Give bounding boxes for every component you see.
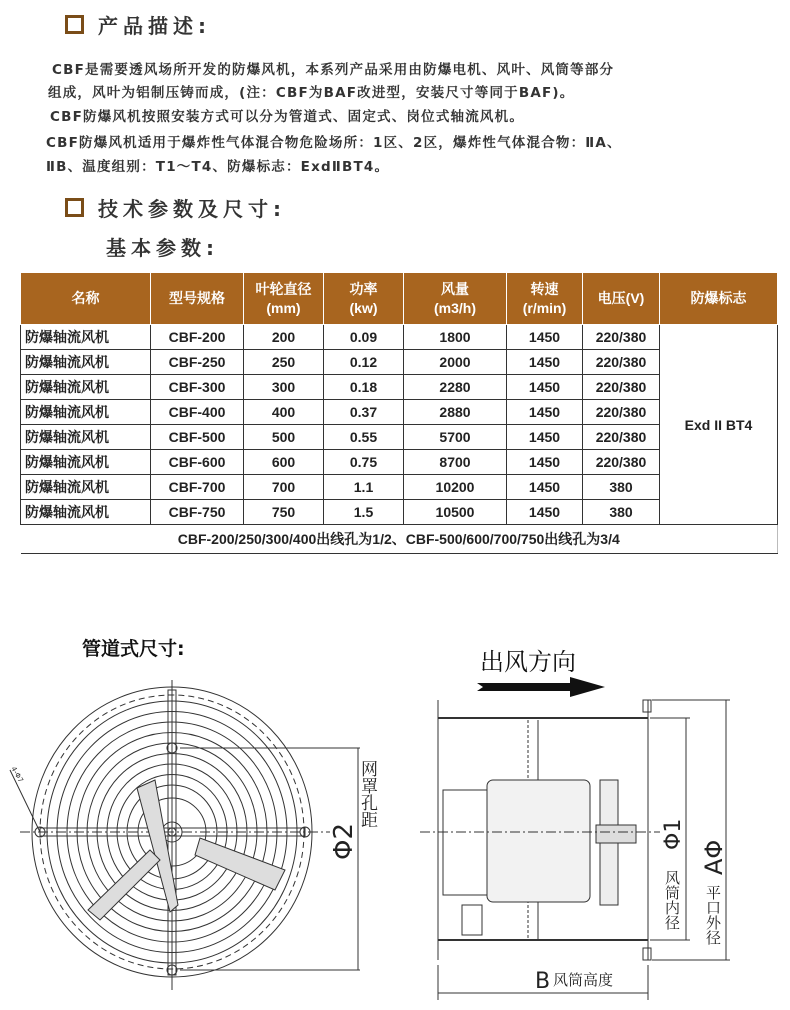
header-label: 型号规格 — [169, 290, 225, 306]
table-cell: 220/380 — [583, 325, 660, 350]
description-line: ⅡB、温度组别：T1～T4、防爆标志：ExdⅡBT4。 — [46, 159, 390, 175]
section-title: 技术参数及尺寸: — [98, 197, 286, 221]
hole-label: 4-Φ7 — [9, 765, 25, 784]
table-cell: 1450 — [507, 350, 583, 375]
header-label: 电压(V) — [597, 290, 645, 306]
table-cell: 220/380 — [583, 400, 660, 425]
table-cell: 0.55 — [324, 425, 404, 450]
header-label: 风量 — [441, 280, 469, 297]
table-cell: 8700 — [404, 450, 507, 475]
header-unit: (r/min) — [522, 299, 567, 316]
table-cell: 300 — [244, 375, 324, 400]
table-cell: CBF-750 — [151, 500, 244, 525]
B-desc: 风筒高度 — [553, 971, 614, 989]
table-cell: 2000 — [404, 350, 507, 375]
header-unit: (kw) — [349, 299, 378, 316]
table-cell: 防爆轴流风机 — [21, 325, 151, 350]
description-line: CBF防爆风机适用于爆炸性气体混合物危险场所：1区、2区，爆炸性气体混合物：ⅡA、 — [46, 135, 622, 151]
header-label: 防爆标志 — [690, 290, 747, 306]
table-cell: 10500 — [404, 500, 507, 525]
table-footer-note: CBF-200/250/300/400出线孔为1/2、CBF-500/600/700/750出线孔为3/4 — [21, 525, 778, 554]
table-cell: 250 — [244, 350, 324, 375]
table-cell: 防爆轴流风机 — [21, 500, 151, 525]
table-cell: 防爆轴流风机 — [21, 475, 151, 500]
table-cell: 700 — [244, 475, 324, 500]
table-cell: 400 — [244, 400, 324, 425]
table-cell: 600 — [244, 450, 324, 475]
B-label: B — [535, 969, 551, 994]
table-cell: 5700 — [404, 425, 507, 450]
table-cell: 0.12 — [324, 350, 404, 375]
explosion-mark-cell: Exd II BT4 — [660, 325, 778, 525]
table-cell: 2280 — [404, 375, 507, 400]
table-cell: 防爆轴流风机 — [21, 400, 151, 425]
table-cell: 1450 — [507, 500, 583, 525]
table-cell: 1450 — [507, 400, 583, 425]
phi1-label: Φ1 — [661, 818, 686, 850]
table-cell: 380 — [583, 475, 660, 500]
table-cell: CBF-400 — [151, 400, 244, 425]
airflow-arrow-icon — [477, 677, 605, 697]
table-cell: 220/380 — [583, 450, 660, 475]
phi1-desc: 风筒内径 — [663, 870, 681, 930]
description-line: CBF防爆风机按照安装方式可以分为管道式、固定式、岗位式轴流风机。 — [50, 109, 525, 125]
table-cell: 500 — [244, 425, 324, 450]
header-label: 名称 — [71, 290, 100, 306]
table-cell: 1.1 — [324, 475, 404, 500]
phiA-desc: 平口外径 — [704, 885, 722, 945]
phiA-label: AΦ — [700, 839, 728, 875]
table-cell: 防爆轴流风机 — [21, 450, 151, 475]
table-cell: 1450 — [507, 375, 583, 400]
table-cell: 1450 — [507, 450, 583, 475]
description-line: CBF是需要透风场所开发的防爆风机，本系列产品采用由防爆电机、风叶、风筒等部分 — [52, 62, 615, 78]
table-cell: CBF-600 — [151, 450, 244, 475]
table-cell: CBF-250 — [151, 350, 244, 375]
table-cell: 1450 — [507, 475, 583, 500]
table-cell: 220/380 — [583, 350, 660, 375]
table-cell: 防爆轴流风机 — [21, 350, 151, 375]
header-unit: (mm) — [266, 299, 301, 316]
table-cell: 0.37 — [324, 400, 404, 425]
diagram-title: 管道式尺寸: — [82, 638, 185, 660]
description-line: 组成，风叶为铝制压铸而成，(注：CBF为BAF改进型，安装尺寸等同于BAF)。 — [48, 85, 575, 101]
table-cell: 380 — [583, 500, 660, 525]
table-cell: 220/380 — [583, 375, 660, 400]
header-label: 功率 — [349, 280, 378, 297]
table-cell: 220/380 — [583, 425, 660, 450]
header-label: 转速 — [530, 280, 559, 297]
table-cell: 750 — [244, 500, 324, 525]
table-cell: CBF-200 — [151, 325, 244, 350]
header-label: 叶轮直径 — [255, 280, 312, 297]
table-cell: 防爆轴流风机 — [21, 375, 151, 400]
header-unit: (m3/h) — [434, 299, 476, 316]
table-cell: CBF-700 — [151, 475, 244, 500]
table-cell: 0.18 — [324, 375, 404, 400]
table-cell: CBF-300 — [151, 375, 244, 400]
table-cell: 200 — [244, 325, 324, 350]
table-cell: 2880 — [404, 400, 507, 425]
table-cell: CBF-500 — [151, 425, 244, 450]
table-cell: 1450 — [507, 325, 583, 350]
fan-front-view — [10, 680, 360, 990]
table-cell: 1800 — [404, 325, 507, 350]
airflow-label: 出风方向 — [480, 648, 576, 676]
table-cell: 0.75 — [324, 450, 404, 475]
table-cell: 0.09 — [324, 325, 404, 350]
table-cell: 防爆轴流风机 — [21, 425, 151, 450]
section-title: 产品描述: — [98, 14, 211, 38]
table-cell: 1.5 — [324, 500, 404, 525]
basic-params-subtitle: 基本参数: — [106, 236, 219, 260]
table-cell: 1450 — [507, 425, 583, 450]
phi2-desc: 网罩孔距 — [357, 760, 377, 828]
table-cell: 10200 — [404, 475, 507, 500]
phi2-label: Φ2 — [329, 822, 359, 860]
